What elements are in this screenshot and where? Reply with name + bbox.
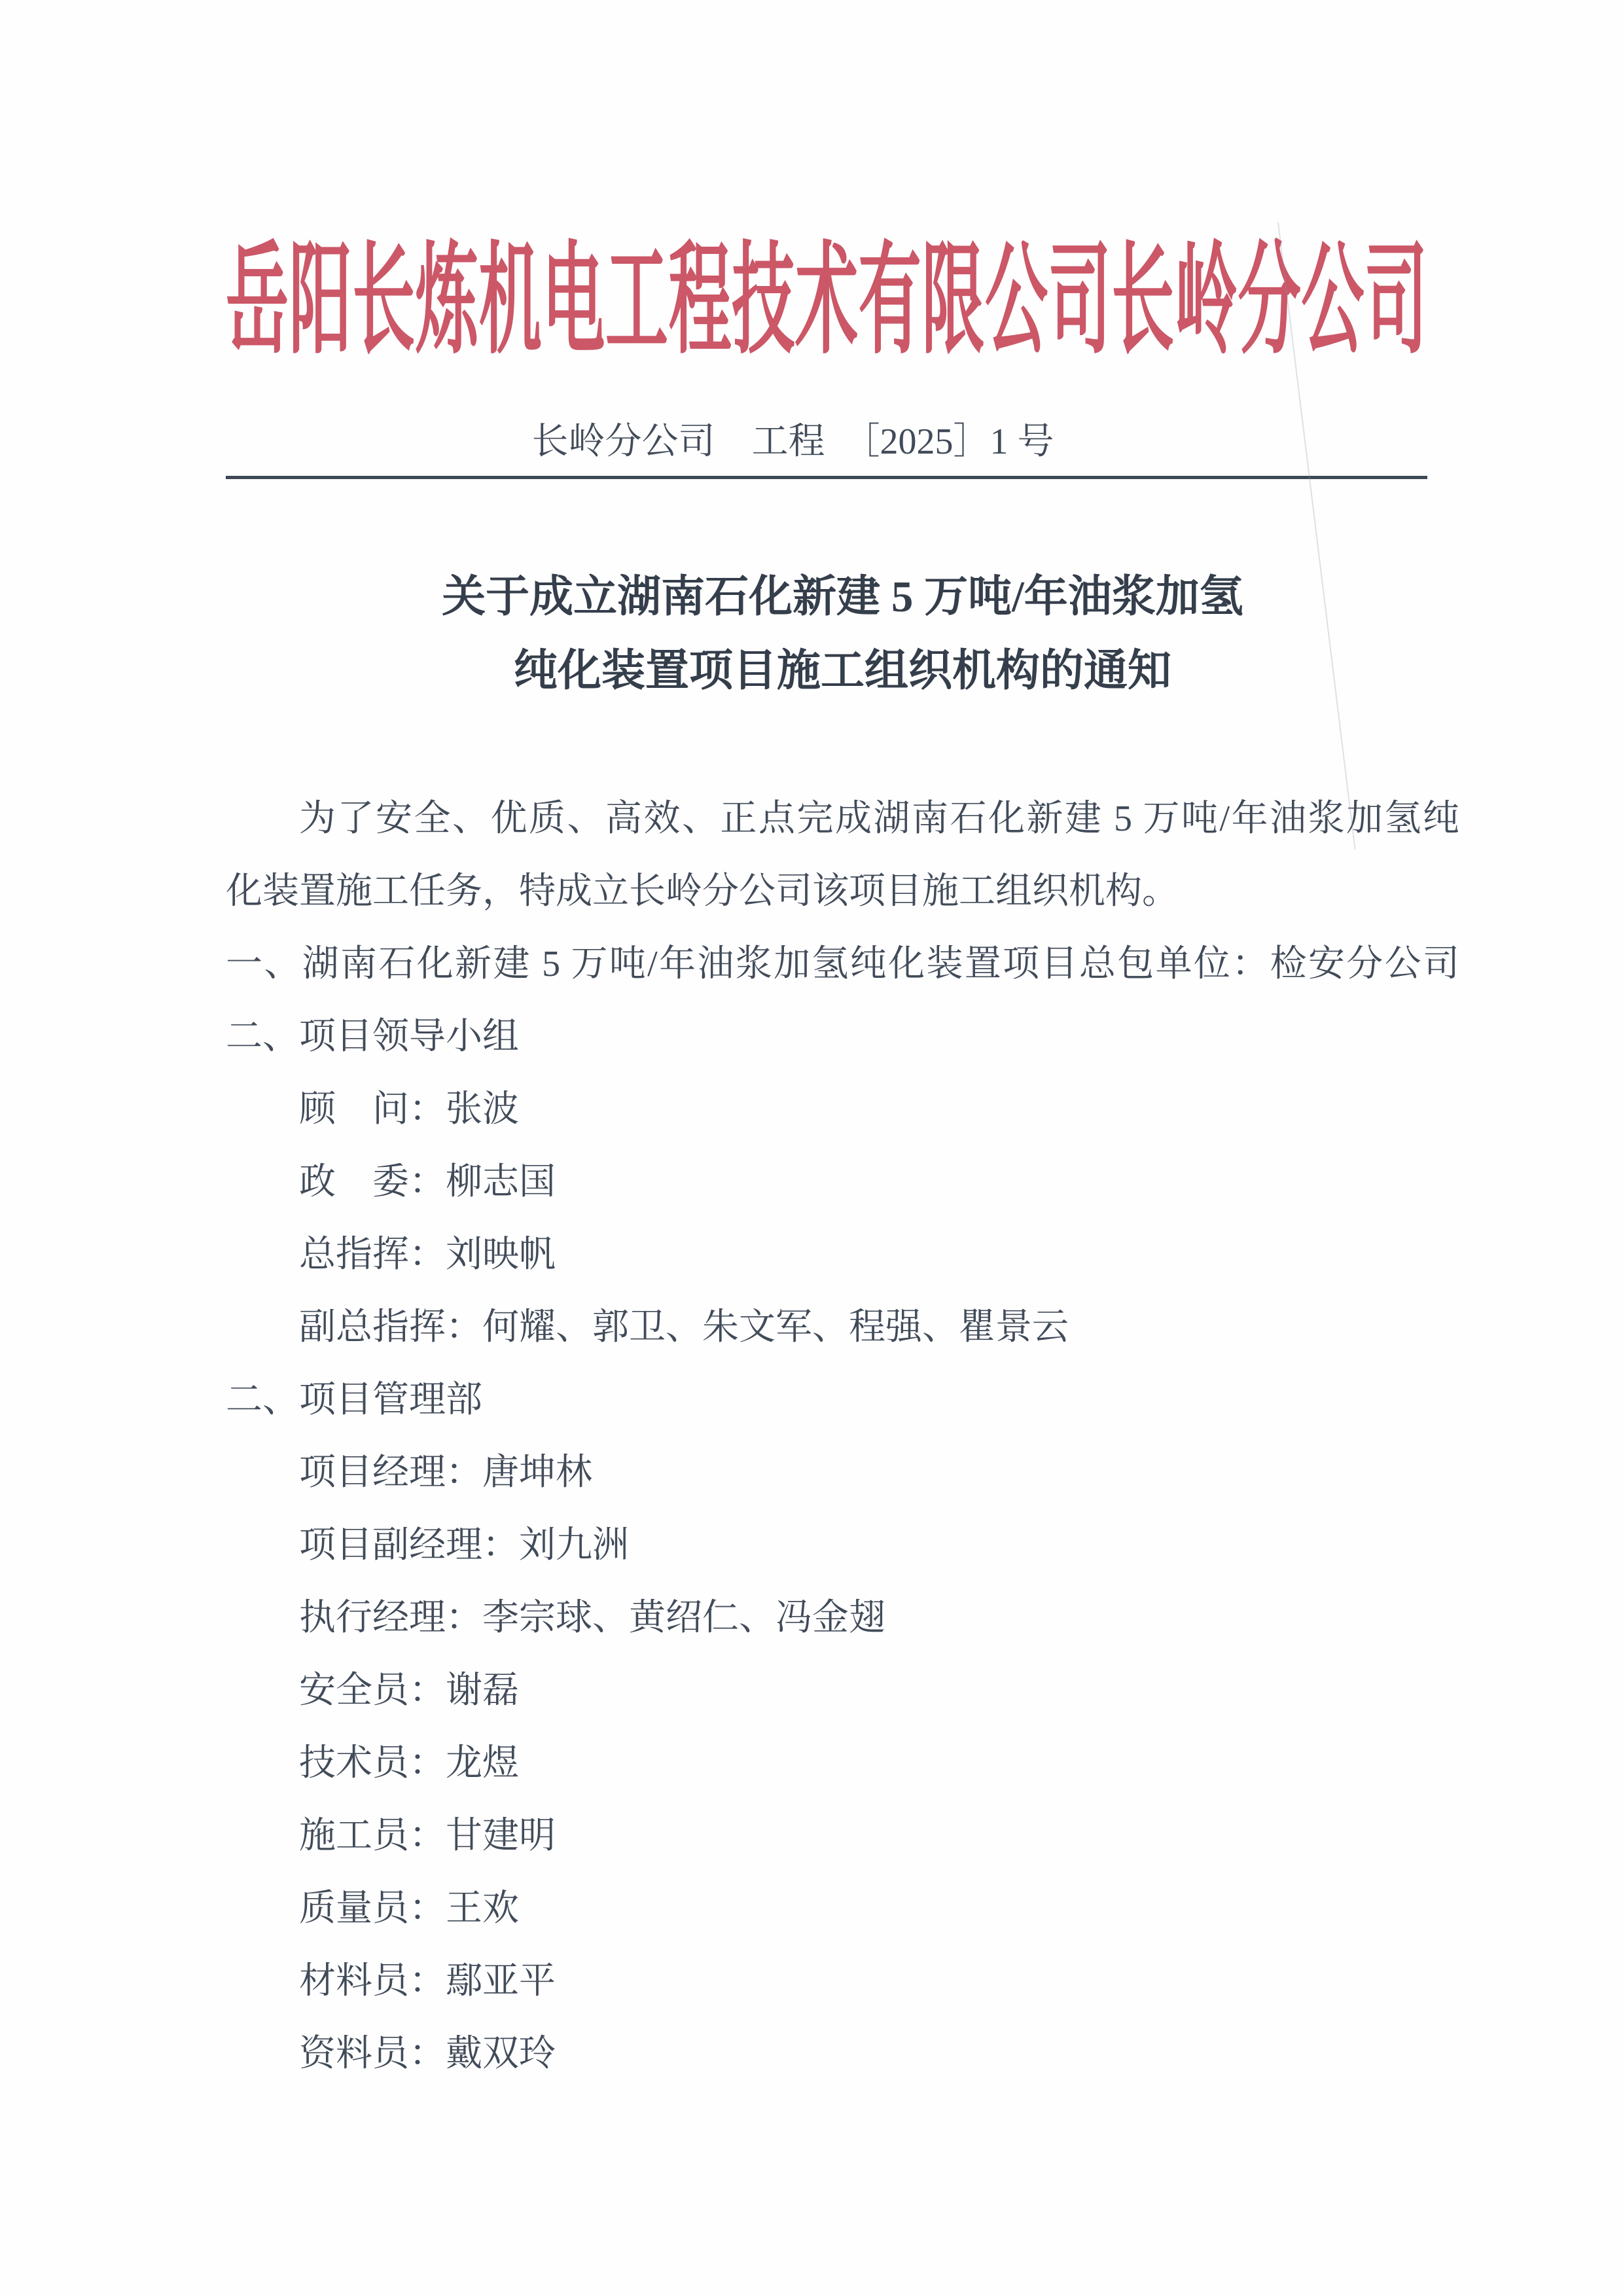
body-line: 副总指挥：何耀、郭卫、朱文军、程强、瞿景云 xyxy=(299,1307,1069,1348)
body-line: 资料员：戴双玲 xyxy=(299,2034,556,2074)
body-line: 二、项目管理部 xyxy=(226,1380,482,1420)
body-line: 材料员：鄢亚平 xyxy=(299,1961,556,2001)
body-line: 技术员：龙煜 xyxy=(299,1743,519,1784)
document-title xyxy=(226,560,1459,708)
body-line: 安全员：谢磊 xyxy=(299,1670,519,1711)
body-line: 为了安全、优质、高效、正点完成湖南石化新建 5 万吨/年油浆加氢纯 xyxy=(299,798,1459,839)
document-body xyxy=(226,783,1459,2090)
body-line: 质量员：王欢 xyxy=(299,1888,519,1929)
body-line: 政 委：柳志国 xyxy=(299,1162,556,1202)
body-line: 一、湖南石化新建 5 万吨/年油浆加氢纯化装置项目总包单位：检安分公司 xyxy=(226,944,1459,984)
document-number: 长岭分公司 工程 ［2025］1 号 xyxy=(531,422,1054,462)
header-divider-rule xyxy=(226,476,1427,479)
body-line: 项目经理：唐坤林 xyxy=(299,1452,592,1493)
body-line: 化装置施工任务，特成立长岭分公司该项目施工组织机构。 xyxy=(226,871,1179,912)
document-title-line-1: 关于成立湖南石化新建 5 万吨/年油浆加氢 xyxy=(442,573,1243,621)
company-header-red-title: 岳阳长炼机电工程技术有限公司长岭分公司 xyxy=(226,233,1427,368)
body-line: 项目副经理：刘九洲 xyxy=(299,1525,629,1566)
body-line: 二、项目领导小组 xyxy=(226,1016,519,1057)
body-line: 执行经理：李宗球、黄绍仁、冯金翅 xyxy=(299,1598,885,1638)
body-line: 顾 问：张波 xyxy=(299,1089,519,1130)
body-line: 总指挥：刘映帆 xyxy=(299,1234,556,1275)
body-line: 施工员：甘建明 xyxy=(299,1816,556,1856)
document-title-line-2: 纯化装置项目施工组织机构的通知 xyxy=(514,647,1171,695)
